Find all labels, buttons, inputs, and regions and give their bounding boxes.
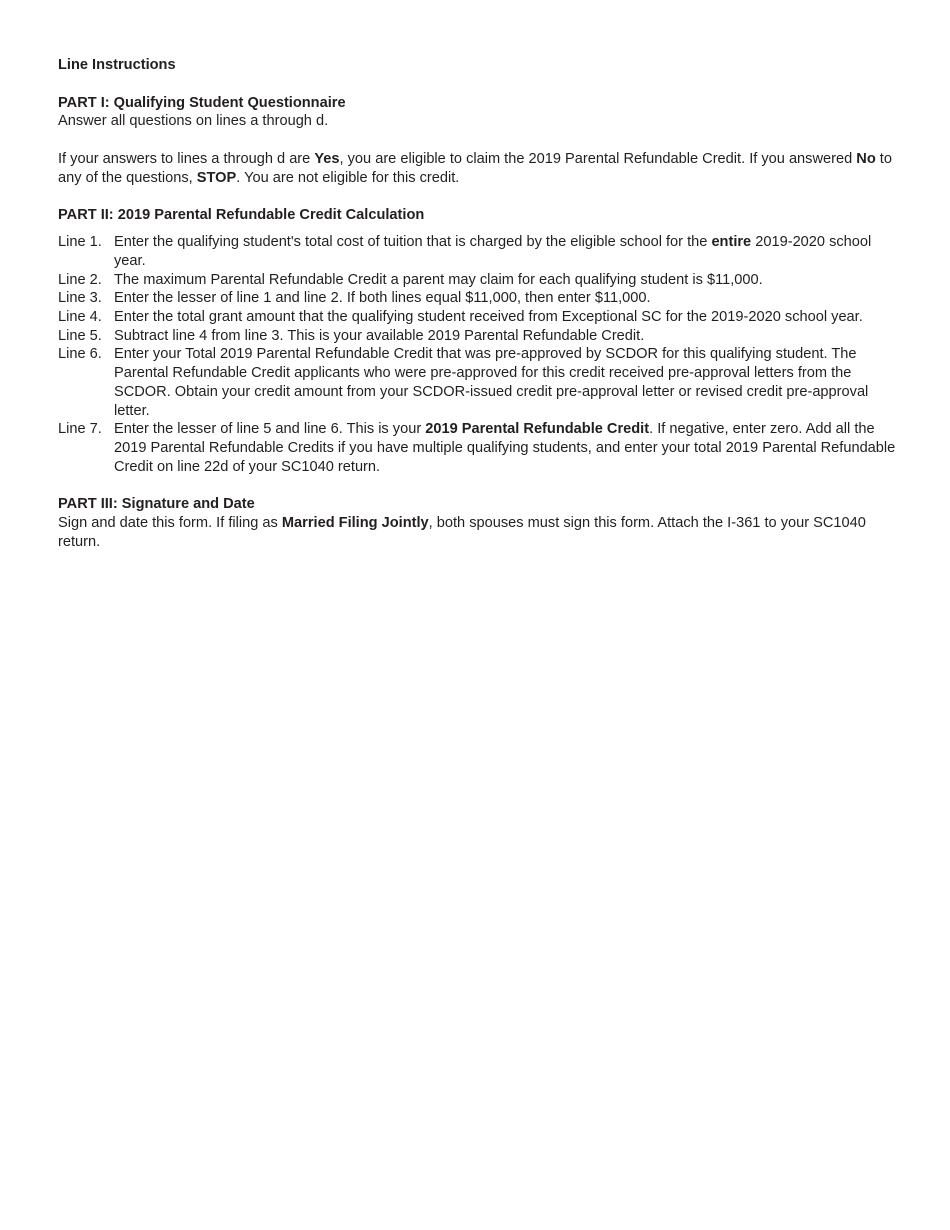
line-item-7 bbox=[58, 420, 898, 476]
page-title: Line Instructions bbox=[58, 57, 176, 73]
part2-section bbox=[58, 206, 898, 477]
line-text bbox=[114, 420, 898, 476]
line-label: Line 4. bbox=[58, 309, 102, 326]
part3-heading: PART III: Signature and Date bbox=[58, 496, 255, 513]
line-label: Line 6. bbox=[58, 346, 102, 363]
line-1-text-b: 2019-2020 school year. bbox=[114, 234, 872, 269]
eligibility-text-3: to any of the questions, bbox=[58, 151, 892, 186]
line-text: Enter your Total 2019 Parental Refundable Credit that was pre-approved by SCDOR for this qualifying student. The Parental Refundable Credit applicants who were pre-approved for this credit received pre-approval letters from the SCDOR. Obtain your credit amount from your SCDOR-issued credit pre-approval letter or revised credit pre-approval letter. bbox=[114, 346, 869, 419]
line-label: Line 3. bbox=[58, 290, 102, 307]
line-item-4 bbox=[58, 308, 898, 327]
line-label: Line 2. bbox=[58, 271, 102, 288]
instructions-page bbox=[58, 56, 898, 551]
part3-text-a: Sign and date this form. If filing as bbox=[58, 515, 282, 532]
part1-heading: PART I: Qualifying Student Questionnaire bbox=[58, 94, 346, 111]
line-item-5 bbox=[58, 327, 898, 346]
line-list bbox=[58, 233, 898, 476]
line-item-6 bbox=[58, 345, 898, 420]
line-7-bold: 2019 Parental Refundable Credit bbox=[425, 421, 650, 438]
eligibility-stop: STOP bbox=[196, 169, 237, 186]
eligibility-text-1: If your answers to lines a through d are bbox=[58, 151, 315, 168]
line-1-text-a: Enter the qualifying student's total cost of tuition that is charged by the eligible school for the bbox=[114, 234, 712, 251]
part1-section bbox=[58, 94, 898, 188]
eligibility-text-4: . You are not eligible for this credit. bbox=[236, 169, 460, 186]
line-text: Enter the total grant amount that the qualifying student received from Exceptional SC for the 2019-2020 school year. bbox=[114, 309, 863, 326]
part3-bold: Married Filing Jointly bbox=[281, 515, 429, 532]
part1-eligibility-text bbox=[58, 150, 898, 187]
line-text: Enter the lesser of line 1 and line 2. If both lines equal $11,000, then enter $11,000. bbox=[114, 290, 651, 307]
line-text bbox=[114, 233, 898, 270]
part3-text-b: , both spouses must sign this form. Attach the I-361 to your SC1040 return. bbox=[58, 515, 866, 550]
part2-heading: PART II: 2019 Parental Refundable Credit Calculation bbox=[58, 206, 425, 223]
line-text: The maximum Parental Refundable Credit a parent may claim for each qualifying student is $11,000. bbox=[114, 271, 763, 288]
line-label: Line 5. bbox=[58, 327, 102, 344]
part1-intro: Answer all questions on lines a through d. bbox=[58, 113, 329, 130]
eligibility-text-2: , you are eligible to claim the 2019 Parental Refundable Credit. If you answered bbox=[339, 151, 857, 168]
line-label: Line 1. bbox=[58, 234, 102, 251]
line-item-1 bbox=[58, 233, 898, 270]
line-item-2 bbox=[58, 271, 898, 290]
eligibility-no: No bbox=[856, 151, 876, 168]
line-text: Subtract line 4 from line 3. This is your available 2019 Parental Refundable Credit. bbox=[114, 327, 645, 344]
line-7-text-b: . If negative, enter zero. Add all the 2019 Parental Refundable Credits if you have multiple qualifying students, and enter your total 2019 Parental Refundable Credit on line 22d of your SC1040 return. bbox=[114, 421, 896, 475]
line-1-bold: entire bbox=[711, 234, 752, 251]
part3-text bbox=[58, 514, 898, 551]
line-label: Line 7. bbox=[58, 421, 102, 438]
line-7-text-a: Enter the lesser of line 5 and line 6. This is your bbox=[114, 421, 426, 438]
eligibility-yes: Yes bbox=[314, 151, 340, 168]
line-item-3 bbox=[58, 289, 898, 308]
part3-section bbox=[58, 495, 898, 551]
